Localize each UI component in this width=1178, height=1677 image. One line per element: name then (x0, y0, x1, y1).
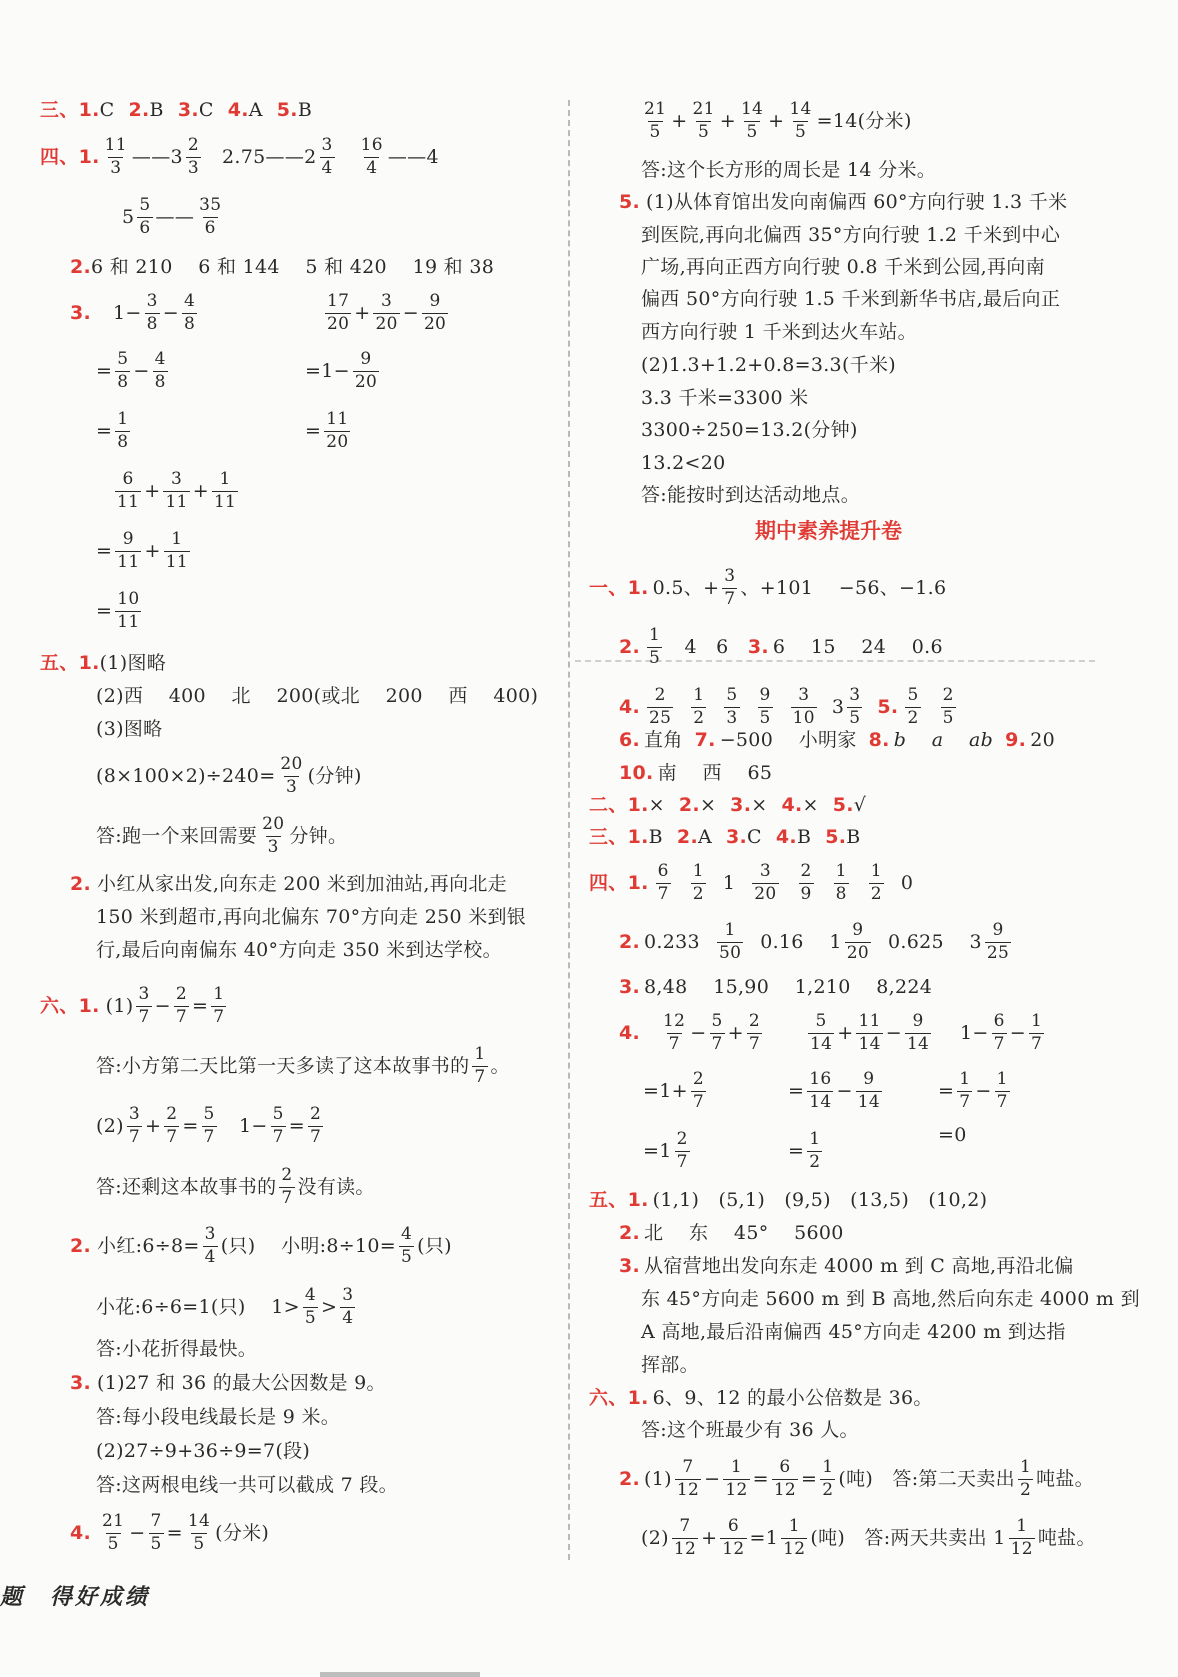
fraction: $\frac{12}{7}$ (663, 1011, 686, 1054)
fraction: $\frac{4}{8}$ (154, 349, 166, 392)
right-s4-q4-b2: = $\frac{16}{14}$ − $\frac{9}{14}$ (788, 1069, 880, 1112)
right-s4-q4-c1: 1− $\frac{6}{7}$ − $\frac{1}{7}$ (960, 1011, 1043, 1054)
right-s1-q10: 10. 南 西 65 (619, 762, 773, 784)
fraction: $\frac{6}{12}$ (722, 1516, 745, 1559)
fraction: $\frac{5}{3}$ (726, 685, 738, 728)
fraction: $\frac{5}{8}$ (117, 349, 129, 392)
footer-brand: 题 得好成绩 (0, 1584, 151, 1610)
right-s5-q3-l4: 挥部。 (641, 1354, 699, 1376)
left-section-4-q2: 2. 6 和 210 6 和 144 5 和 420 19 和 38 (70, 256, 495, 278)
fraction: $\frac{3}{8}$ (146, 291, 158, 334)
left-section-4-q3-a3: = $\frac{1}{8}$ (96, 409, 129, 452)
fraction: $\frac{17}{20}$ (327, 291, 350, 334)
fraction: $\frac{14}{5}$ (740, 99, 764, 142)
left-section-5-q2-l2: 150 米到超市,再向北偏东 70°方向走 250 米到银 (96, 906, 527, 928)
right-q5-l8: 3300÷250=13.2(分钟) (641, 419, 858, 441)
fraction: $\frac{9}{5}$ (759, 685, 771, 728)
fraction: $\frac{1}{12}$ (725, 1457, 748, 1500)
left-section-6-q1-l2: 答:小方第二天比第一天多读了这本故事书的 $\frac{1}{7}$ 。 (96, 1044, 510, 1087)
right-s4-q4-c2: = $\frac{1}{7}$ − $\frac{1}{7}$ (938, 1069, 1008, 1112)
fraction: $\frac{6}{7}$ (993, 1011, 1005, 1054)
fraction: $\frac{1}{2}$ (693, 685, 705, 728)
right-q5-l4: 偏西 50°方向行驶 1.5 千米到新华书店,最后向正 (641, 288, 1061, 310)
left-section-5-q1-l3: (3)图略 (96, 718, 163, 740)
right-q5-l3: 广场,再向正西方向行驶 0.8 千米到公园,再向南 (641, 256, 1045, 278)
left-section-6-q4: 4. $\frac{21}{5}$ − $\frac{7}{5}$ = $\frac{14}{5}$ (分米) (70, 1511, 270, 1554)
fraction: $\frac{9}{11}$ (117, 529, 140, 572)
fraction: $\frac{4}{5}$ (400, 1224, 413, 1267)
fraction: $\frac{9}{20}$ (423, 291, 447, 334)
fraction: $\frac{9}{20}$ (354, 349, 378, 392)
right-q5-l5: 西方向行驶 1 千米到达火车站。 (641, 321, 917, 343)
fraction: $\frac{1}{50}$ (718, 920, 742, 963)
fraction: $\frac{1}{11}$ (213, 469, 237, 512)
fraction: $\frac{16}{4}$ (360, 135, 383, 178)
fraction: $\frac{2}{7}$ (676, 1129, 688, 1172)
left-section-4-q1-row2: 5 $\frac{5}{6}$ —— $\frac{35}{6}$ (122, 195, 222, 238)
right-s3: 三、 1. B 2. A 3. C 4. B 5. B (589, 826, 861, 848)
fraction: $\frac{21}{5}$ (644, 99, 667, 142)
right-s5-q1: 五、 1. (1,1) (5,1) (9,5) (13,5) (10,2) (589, 1189, 988, 1211)
fraction: $\frac{2}{7}$ (175, 984, 187, 1027)
left-section-5-q1-l1: 五、 1. (1)图略 (40, 652, 167, 674)
right-s5-q3-l3: A 高地,最后沿南偏西 45°方向走 4200 m 到达指 (641, 1321, 1066, 1343)
fraction: $\frac{7}{12}$ (673, 1516, 697, 1559)
right-s2: 二、 1. × 2. × 3. × 4. × 5. √ (589, 794, 867, 816)
fraction: $\frac{3}{4}$ (321, 135, 333, 178)
right-s5-q2: 2. 北 东 45° 5600 (619, 1222, 844, 1244)
fraction: $\frac{16}{14}$ (809, 1069, 832, 1112)
fraction: $\frac{14}{5}$ (789, 99, 812, 142)
right-s4-q3: 3. 8,48 15,90 1,210 8,224 (619, 976, 933, 998)
left-section-4-q3-b2: =1− $\frac{9}{20}$ (305, 349, 378, 392)
left-section-4-q3-b3: = $\frac{11}{20}$ (305, 409, 349, 452)
right-q5-l10: 答:能按时到达活动地点。 (641, 484, 861, 506)
fraction: $\frac{1}{5}$ (649, 625, 661, 668)
right-s4-q4-a1: 4. $\frac{12}{7}$ − $\frac{5}{7}$ + $\frac{2}{7}$ (619, 1011, 760, 1054)
fraction: $\frac{1}{2}$ (870, 861, 882, 904)
fraction: $\frac{1}{8}$ (835, 861, 847, 904)
fraction: $\frac{3}{20}$ (375, 291, 398, 334)
left-section-4-q3-c2: = $\frac{9}{11}$ + $\frac{1}{11}$ (96, 529, 188, 572)
fraction: $\frac{3}{11}$ (165, 469, 188, 512)
fraction: $\frac{1}{2}$ (1019, 1457, 1032, 1500)
fraction: $\frac{7}{5}$ (150, 1511, 162, 1554)
right-q5-l6: (2)1.3+1.2+0.8=3.3(千米) (641, 354, 896, 376)
left-section-6-q3-l1: 3. (1)27 和 36 的最大公因数是 9。 (70, 1372, 386, 1394)
fraction: $\frac{2}{5}$ (942, 685, 954, 728)
fraction: $\frac{6}{12}$ (773, 1457, 797, 1500)
fraction: $\frac{5}{7}$ (203, 1104, 215, 1147)
left-section-5-q1-l5: 答:跑一个来回需要 $\frac{20}{3}$ 分钟。 (96, 814, 348, 857)
left-section-6-q1-l1: 六、 1. (1) $\frac{3}{7}$ − $\frac{2}{7}$ = $\frac{1}{7}$ (40, 984, 225, 1027)
right-q5-l7: 3.3 千米=3300 米 (641, 387, 809, 409)
fraction: $\frac{9}{14}$ (857, 1069, 880, 1112)
left-section-6-q1-l4: 答:还剩这本故事书的 $\frac{2}{7}$ 没有读。 (96, 1165, 375, 1208)
left-section-4-q3-b1: $\frac{17}{20}$ + $\frac{3}{20}$ − $\frac{9}{20}$ (327, 291, 447, 334)
left-section-4-q3-c3: = $\frac{10}{11}$ (96, 589, 140, 632)
fraction: $\frac{3}{20}$ (754, 861, 777, 904)
fraction: $\frac{20}{3}$ (280, 754, 303, 797)
fraction: $\frac{3}{10}$ (792, 685, 815, 728)
left-section-6-q3-l4: 答:这两根电线一共可以截成 7 段。 (96, 1474, 398, 1496)
left-section-6-q2-l3: 答:小花折得最快。 (96, 1338, 258, 1360)
fraction: $\frac{14}{5}$ (187, 1511, 211, 1554)
fraction: $\frac{1}{12}$ (783, 1516, 806, 1559)
fraction: $\frac{7}{12}$ (676, 1457, 700, 1500)
fraction: $\frac{9}{25}$ (986, 920, 1010, 963)
fraction: $\frac{4}{8}$ (184, 291, 196, 334)
fraction: $\frac{2}{25}$ (649, 685, 672, 728)
fraction: $\frac{2}{7}$ (166, 1104, 178, 1147)
left-section-5-q1-l4: (8×100×2)÷240= $\frac{20}{3}$ (分钟) (96, 754, 362, 797)
right-top-perimeter: $\frac{21}{5}$ + $\frac{21}{5}$ + $\frac{14}{5}$ + $\frac{14}{5}$ =14(分米) (644, 99, 912, 142)
fraction: $\frac{6}{7}$ (657, 861, 669, 904)
fraction: $\frac{2}{9}$ (800, 861, 812, 904)
left-section-5-q1-l2: (2)西 400 北 200(或北 200 西 400) (96, 685, 539, 707)
fraction: $\frac{5}{7}$ (711, 1011, 723, 1054)
fraction: $\frac{2}{7}$ (692, 1069, 704, 1112)
right-s6-q2-l1: 2. (1) $\frac{7}{12}$ − $\frac{1}{12}$ = $\frac{6}{12}$ = $\frac{1}{2}$ (吨) 答:第二天卖出 $\frac{1}{2}$ 吨盐。 (619, 1457, 1094, 1500)
fraction: $\frac{5}{14}$ (810, 1011, 833, 1054)
right-top-answer: 答:这个长方形的周长是 14 分米。 (641, 159, 937, 181)
fraction: $\frac{3}{4}$ (204, 1224, 216, 1267)
left-section-5-q2-l1: 2. 小红从家出发,向东走 200 米到加油站,再向北走 (70, 873, 507, 895)
right-s4-q4-b1: $\frac{5}{14}$ + $\frac{11}{14}$ − $\frac{9}{14}$ (810, 1011, 930, 1054)
left-section-6-q3-l3: (2)27÷9+36÷9=7(段) (96, 1440, 311, 1462)
right-s4-q4-c3: =0 (938, 1124, 967, 1146)
fraction: $\frac{3}{7}$ (128, 1104, 140, 1147)
left-section-4-q3-c1: $\frac{6}{11}$ + $\frac{3}{11}$ + $\frac{1}{11}$ (117, 469, 237, 512)
fraction: $\frac{3}{5}$ (849, 685, 861, 728)
fraction: $\frac{2}{7}$ (281, 1165, 293, 1208)
right-s6-q1-l2: 答:这个班最少有 36 人。 (641, 1419, 859, 1441)
right-s1-q2: 2. $\frac{1}{5}$ 4 6 3. 6 15 24 0.6 (619, 625, 943, 668)
page-title: 期中素养提升卷 (755, 519, 902, 543)
fraction: $\frac{9}{14}$ (906, 1011, 930, 1054)
fraction: $\frac{20}{3}$ (262, 814, 285, 857)
fraction: $\frac{1}{2}$ (822, 1457, 834, 1500)
fraction: $\frac{1}{11}$ (165, 529, 188, 572)
fraction: $\frac{3}{7}$ (138, 984, 150, 1027)
left-section-6-q3-l2: 答:每小段电线最长是 9 米。 (96, 1406, 341, 1428)
fraction: $\frac{2}{7}$ (748, 1011, 760, 1054)
right-s6-q2-l2: (2) $\frac{7}{12}$ + $\frac{6}{12}$ =1 $\frac{1}{12}$ (吨) 答:两天共卖出 1 $\frac{1}{12}$ 吨盐。 (641, 1516, 1096, 1559)
fraction: $\frac{9}{20}$ (846, 920, 869, 963)
fraction: $\frac{1}{7}$ (996, 1069, 1008, 1112)
fraction: $\frac{4}{5}$ (304, 1285, 317, 1328)
fraction: $\frac{1}{2}$ (692, 861, 704, 904)
fraction: $\frac{35}{6}$ (199, 195, 222, 238)
fraction: $\frac{1}{7}$ (213, 984, 225, 1027)
left-section-4-q3-a2: = $\frac{5}{8}$ − $\frac{4}{8}$ (96, 349, 166, 392)
right-q5-l9: 13.2<20 (641, 452, 726, 474)
right-s6-q1-l1: 六、 1. 6、9、12 的最小公倍数是 36。 (589, 1387, 933, 1409)
fraction: $\frac{1}{2}$ (809, 1129, 821, 1172)
fraction: $\frac{5}{2}$ (907, 685, 919, 728)
left-section-6-q2-l2: 小花:6÷6=1(只) 1> $\frac{4}{5}$ > $\frac{3}{4}$ (96, 1285, 354, 1328)
fraction: $\frac{21}{5}$ (692, 99, 715, 142)
fraction: $\frac{5}{7}$ (272, 1104, 284, 1147)
bottom-bar (320, 1672, 480, 1677)
fraction: $\frac{11}{20}$ (326, 409, 349, 452)
right-s4-q4-a2: =1+ $\frac{2}{7}$ (643, 1069, 704, 1112)
right-s5-q3-l1: 3. 从宿营地出发向东走 4000 m 到 C 高地,再沿北偏 (619, 1255, 1074, 1277)
fraction: $\frac{11}{3}$ (104, 135, 127, 178)
fraction: $\frac{5}{6}$ (139, 195, 151, 238)
left-section-4-q3-a1: 3. 1− $\frac{3}{8}$ − $\frac{4}{8}$ (70, 291, 196, 334)
fraction: $\frac{2}{3}$ (187, 135, 200, 178)
fraction: $\frac{11}{14}$ (858, 1011, 881, 1054)
right-q5-l2: 到医院,再向北偏西 35°方向行驶 1.2 千米到中心 (641, 224, 1061, 246)
fraction: $\frac{1}{12}$ (1010, 1516, 1033, 1559)
left-section-5-q2-l3: 行,最后向南偏东 40°方向走 350 米到达学校。 (96, 939, 502, 961)
fraction: $\frac{6}{11}$ (117, 469, 140, 512)
left-section-3: 三、 1. C 2. B 3. C 4. A 5. B (40, 99, 313, 121)
right-s4-q2: 2. 0.233 $\frac{1}{50}$ 0.16 1 $\frac{9}{20}$ 0.625 3 $\frac{9}{25}$ (619, 920, 1010, 963)
fraction: $\frac{1}{7}$ (474, 1044, 486, 1087)
right-s4-q1: 四、 1. $\frac{6}{7}$ $\frac{1}{2}$ 1 $\frac{3}{20}$ $\frac{2}{9}$ $\frac{1}{8}$ $\frac{1}{2}$ 0 (589, 861, 914, 904)
fraction: $\frac{1}{7}$ (1030, 1011, 1043, 1054)
left-section-6-q2-l1: 2. 小红:6÷8= $\frac{3}{4}$ (只) 小明:8÷10= $\frac{4}{5}$ (只) (70, 1224, 452, 1267)
right-s5-q3-l2: 东 45°方向走 5600 m 到 B 高地,然后向东走 4000 m 到 (641, 1288, 1140, 1310)
fraction: $\frac{3}{4}$ (342, 1285, 354, 1328)
fraction: $\frac{21}{5}$ (102, 1511, 125, 1554)
right-q5-l1: 5. (1)从体育馆出发向南偏西 60°方向行驶 1.3 千米 (619, 191, 1068, 213)
fraction: $\frac{2}{7}$ (309, 1104, 322, 1147)
fraction: $\frac{3}{7}$ (724, 566, 736, 609)
right-s1-q6: 6. 直角 7. −500 小明家 8. b a ab 9. 20 (619, 729, 1055, 751)
fraction: $\frac{1}{7}$ (959, 1069, 971, 1112)
right-s1-q1: 一、 1. 0.5、+ $\frac{3}{7}$ 、+101 −56、−1.6 (589, 566, 947, 609)
left-section-4-q1-row1: 四、 1. $\frac{11}{3}$ ——3 $\frac{2}{3}$ 2.75——2 $\frac{3}{4}$ $\frac{16}{4}$ ——4 (40, 135, 439, 178)
column-divider (568, 100, 570, 1560)
left-section-6-q1-l3: (2) $\frac{3}{7}$ + $\frac{2}{7}$ = $\frac{5}{7}$ 1− $\frac{5}{7}$ = $\frac{2}{7}$ (96, 1104, 322, 1147)
fraction: $\frac{1}{8}$ (117, 409, 129, 452)
right-s4-q4-b3: = $\frac{1}{2}$ (788, 1129, 821, 1172)
right-s4-q4-a3: =1 $\frac{2}{7}$ (643, 1129, 688, 1172)
right-s1-q4: 4. $\frac{2}{25}$ $\frac{1}{2}$ $\frac{5}{3}$ $\frac{9}{5}$ $\frac{3}{10}$ 3 $\frac{3}{5}$ 5. $\frac{5}{2}$ $\frac{2}{5}$ (619, 685, 954, 728)
fraction: $\frac{10}{11}$ (117, 589, 140, 632)
